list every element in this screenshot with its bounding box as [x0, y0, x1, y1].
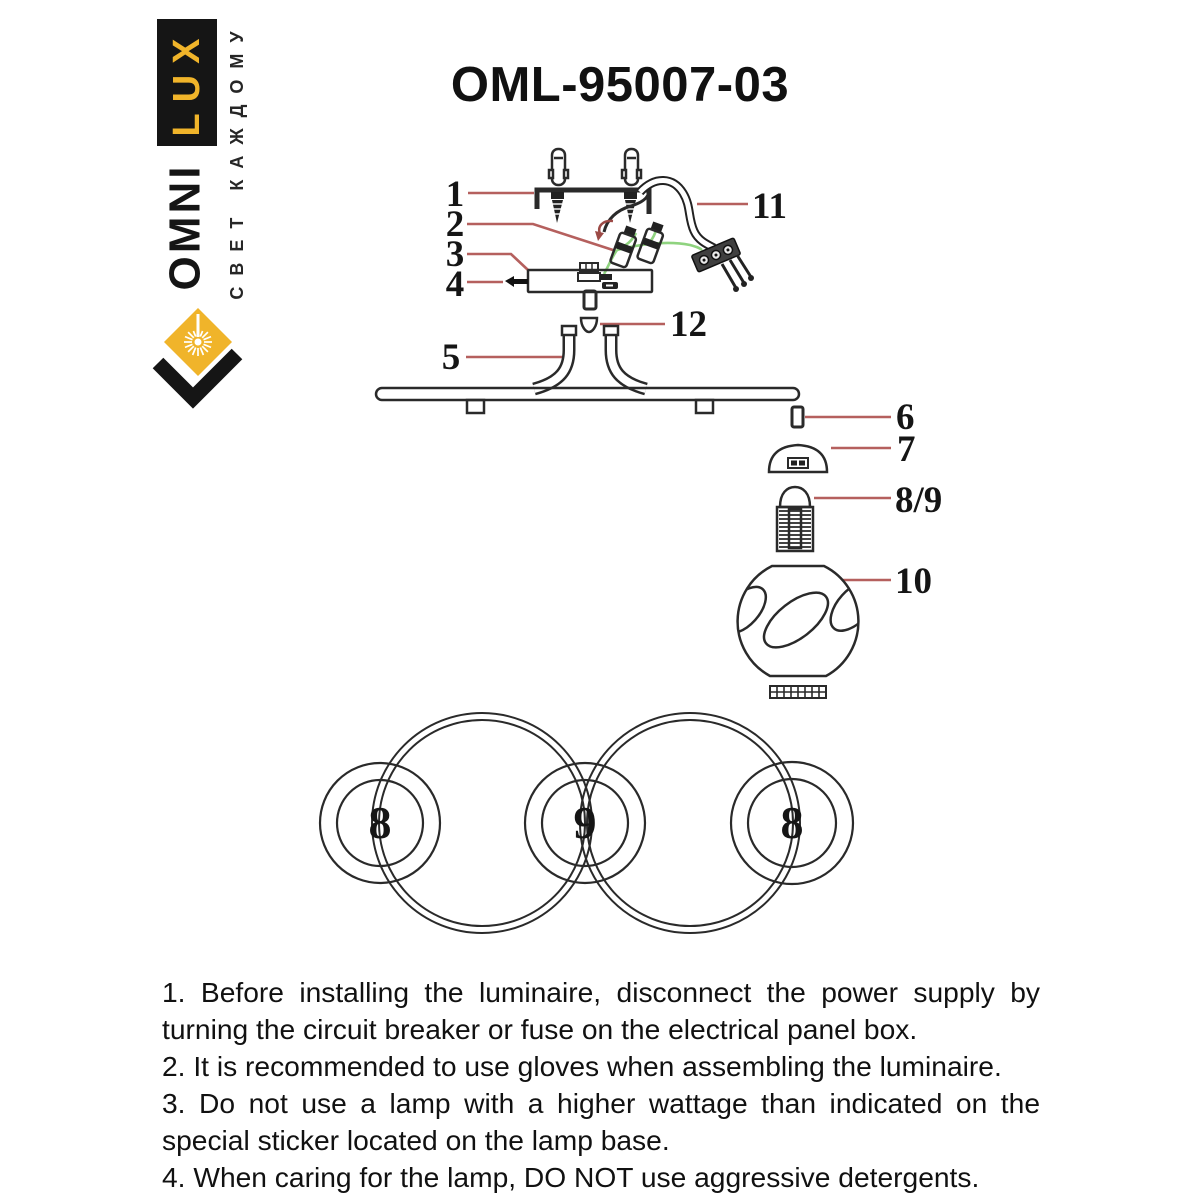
callout-6: 6	[896, 397, 915, 438]
logo-tagline-text: СВЕТ КАЖДОМУ	[227, 20, 247, 300]
model-number-title: OML-95007-03	[450, 58, 790, 112]
instruction-item-3: 3. Do not use a lamp with a higher wattage than indicated on the special sticker located on the lamp base.	[162, 1087, 1040, 1156]
callout-7: 7	[897, 429, 916, 470]
instruction-item-4: 4. When caring for the lamp, DO NOT use aggressive detergents.	[162, 1161, 980, 1193]
callout-10: 10	[895, 561, 932, 602]
callout-3: 3	[445, 234, 465, 275]
safety-instructions	[162, 974, 1040, 1196]
bottom-view-label-left: 8	[368, 797, 392, 848]
callout-1: 1	[445, 174, 465, 215]
bottom-view	[320, 713, 853, 933]
part-mounting-bracket	[537, 149, 649, 223]
part-lamp-socket	[777, 487, 813, 551]
part-globe-shade	[714, 566, 886, 698]
leader-lines	[466, 193, 891, 580]
callout-12: 12	[670, 304, 707, 345]
part-lamp-arm	[376, 326, 799, 413]
bottom-view-label-center: 9	[573, 797, 597, 848]
instruction-item-2: 2. It is recommended to use gloves when assembling the luminaire.	[162, 1050, 1002, 1082]
terminal-block	[691, 238, 754, 292]
globe-thread-collar	[770, 686, 826, 698]
part-dome-nut	[581, 318, 597, 332]
callout-4: 4	[445, 264, 465, 305]
callout-2: 2	[445, 204, 465, 245]
bottom-view-label-right: 8	[780, 797, 804, 848]
part-ceiling-plate	[505, 263, 652, 309]
logo-omni-text: OMNI	[160, 163, 210, 291]
threaded-nipple	[584, 291, 596, 309]
instruction-item-1: 1. Before installing the luminaire, disconnect the power supply by turning the circuit breaker or fuse on the electrical panel box.	[162, 976, 1040, 1045]
logo-lux-text: LUX	[166, 27, 208, 137]
part-socket-cover	[769, 445, 827, 472]
callout-8-9: 8/9	[895, 480, 943, 521]
part-sleeve	[792, 407, 803, 427]
callout-11: 11	[752, 186, 787, 227]
callout-5: 5	[441, 337, 461, 378]
part-fixing-bolt	[505, 276, 528, 287]
socket-connectors	[610, 220, 667, 267]
